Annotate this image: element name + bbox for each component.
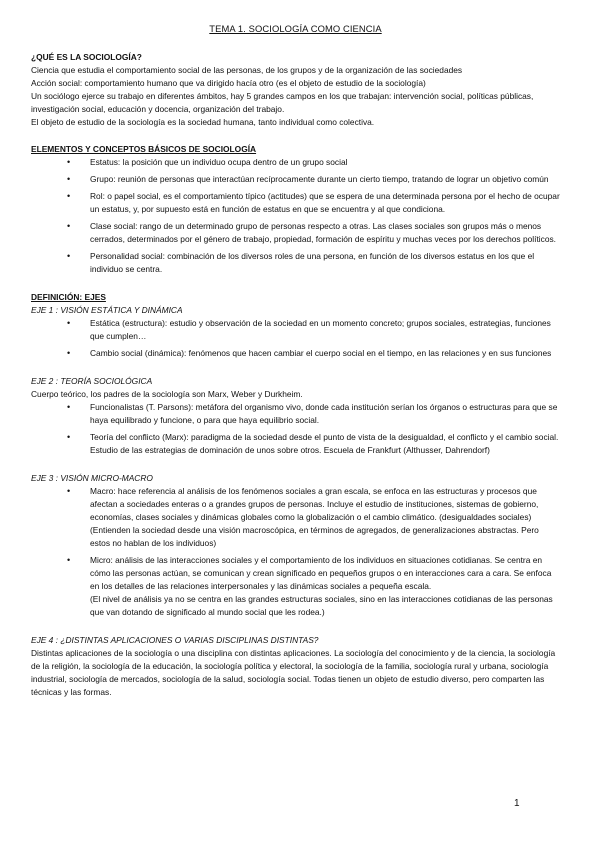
concepts-list [31,156,560,276]
section-heading-elementos: ELEMENTOS Y CONCEPTOS BÁSICOS DE SOCIOLOGÍA [31,144,257,154]
list-item [90,554,560,619]
list-item: • Teoría del conflicto (Marx): paradigma de la sociedad desde el punto de vista de la desigualdad, el conflicto y el cambio social. Estudio de las estrategias de dominación de unos sobre otros. Escuela de Frankfurt (Althusser, Dahrendorf) [90,431,560,457]
list-item: • Estática (estructura): estudio y observación de la sociedad en un momento concreto; grupos sociales, estrategias, funciones que cumplen… [90,317,560,343]
paragraph: Un sociólogo ejerce su trabajo en diferentes ámbitos, hay 5 grandes campos en los que trabajan: intervención social, políticas públicas, investigación social, educación y docencia, organización del trabajo. [31,91,534,114]
page-number: 1 [514,798,520,809]
micro-text: Micro: análisis de las interacciones sociales y el comportamiento de los individuos en situaciones cotidianas. Se centra en cómo las personas actúan, se comunican y crean significado en pequeños grupos o en interacciones cara a cara. Se enfoca en los detalles de las relaciones interpersonales y las dinámicas sociales a pequeña escala. [90,555,552,591]
eje3-title: EJE 3 : VISIÓN MICRO-MACRO [31,473,153,483]
list-item: • Funcionalistas (T. Parsons): metáfora del organismo vivo, donde cada institución serían los órganos o estructuras para que se haya equilibrado y funcione, o para que haya equilibrio social. [90,401,560,427]
paragraph: Acción social: comportamiento humano que va dirigido hacía otro (es el objeto de estudio de la sociología) [31,78,426,88]
eje1-list [31,317,560,360]
list-item: • Cambio social (dinámica): fenómenos que hacen cambiar el cuerpo social en el tiempo, en las relaciones y en sus funciones [90,347,560,360]
list-item: • Rol: o papel social, es el comportamiento típico (actitudes) que se espera de una determinada persona por el hecho de ocupar un estatus, y, por supuesto está en función de estatus en que se encuentra y al que condiciona. [90,190,560,216]
eje2-title: EJE 2 : TEORÍA SOCIOLÓGICA [31,376,153,386]
list-item [90,485,560,550]
macro-note: (Entienden la sociedad desde una visión macroscópica, en términos de agregados, de generalizaciones abstractas. Pero estos no hablan de los individuos) [90,525,539,548]
list-item: • Estatus: la posición que un individuo ocupa dentro de un grupo social [90,156,560,169]
list-item: • Personalidad social: combinación de los diversos roles de una persona, en función de los diversos estatus en los que el individuo se centra. [90,250,560,276]
eje4-text: Distintas aplicaciones de la sociología o una disciplina con distintas aplicaciones. La sociología del conocimiento y de la ciencia, la sociología de la religión, la sociología de la educación, la sociología política y electoral, la sociología de la familia, sociología rural y urbana, sociología industrial, sociología de mercados, sociología de la salud, sociología social. Todas tienen un objeto de estudio diverso, pero comparten las técnicas y las formas. [31,648,556,697]
list-item: • Grupo: reunión de personas que interactúan recíprocamente durante un cierto tiempo, tratando de lograr un objetivo común [90,173,560,186]
eje3-list [31,485,560,619]
paragraph: Ciencia que estudia el comportamiento social de las personas, de los grupos y de la organización de las sociedades [31,65,463,75]
eje1-title: EJE 1 : VISIÓN ESTÁTICA Y DINÁMICA [31,305,183,315]
eje4-title: EJE 4 : ¿DISTINTAS APLICACIONES O VARIAS DISCIPLINAS DISTINTAS? [31,635,319,645]
micro-note: (El nivel de análisis ya no se centra en las grandes estructuras sociales, sino en las interacciones cotidianas de las personas que van dotando de significado al mundo social que les rodea.) [90,594,553,617]
document-title: TEMA 1. SOCIOLOGÍA COMO CIENCIA [209,23,382,34]
macro-text: Macro: hace referencia al análisis de los fenómenos sociales a gran escala, se enfoca en las estructuras y procesos que afectan a sociedades enteras o a grandes grupos de personas. Incluye el estudio de instituciones, sistemas de gobierno, economías, clases sociales y dinámicas globales como la globalización o el cambio climático. (desigualdades sociales) [90,486,539,522]
eje2-list [31,401,560,457]
paragraph: El objeto de estudio de la sociología es la sociedad humana, tanto individual como colectiva. [31,117,375,127]
list-item: • Clase social: rango de un determinado grupo de personas respecto a otras. Las clases sociales son grupos más o menos cerrados, determinados por el género de trabajo, propiedad, formación de espíritu y muchas veces por los derechos políticos. [90,220,560,246]
section-heading-ejes: DEFINICIÓN: EJES [31,292,106,302]
section-heading-que-es: ¿QUÉ ES LA SOCIOLOGÍA? [31,52,142,62]
eje2-intro: Cuerpo teórico, los padres de la sociología son Marx, Weber y Durkheim. [31,389,303,399]
